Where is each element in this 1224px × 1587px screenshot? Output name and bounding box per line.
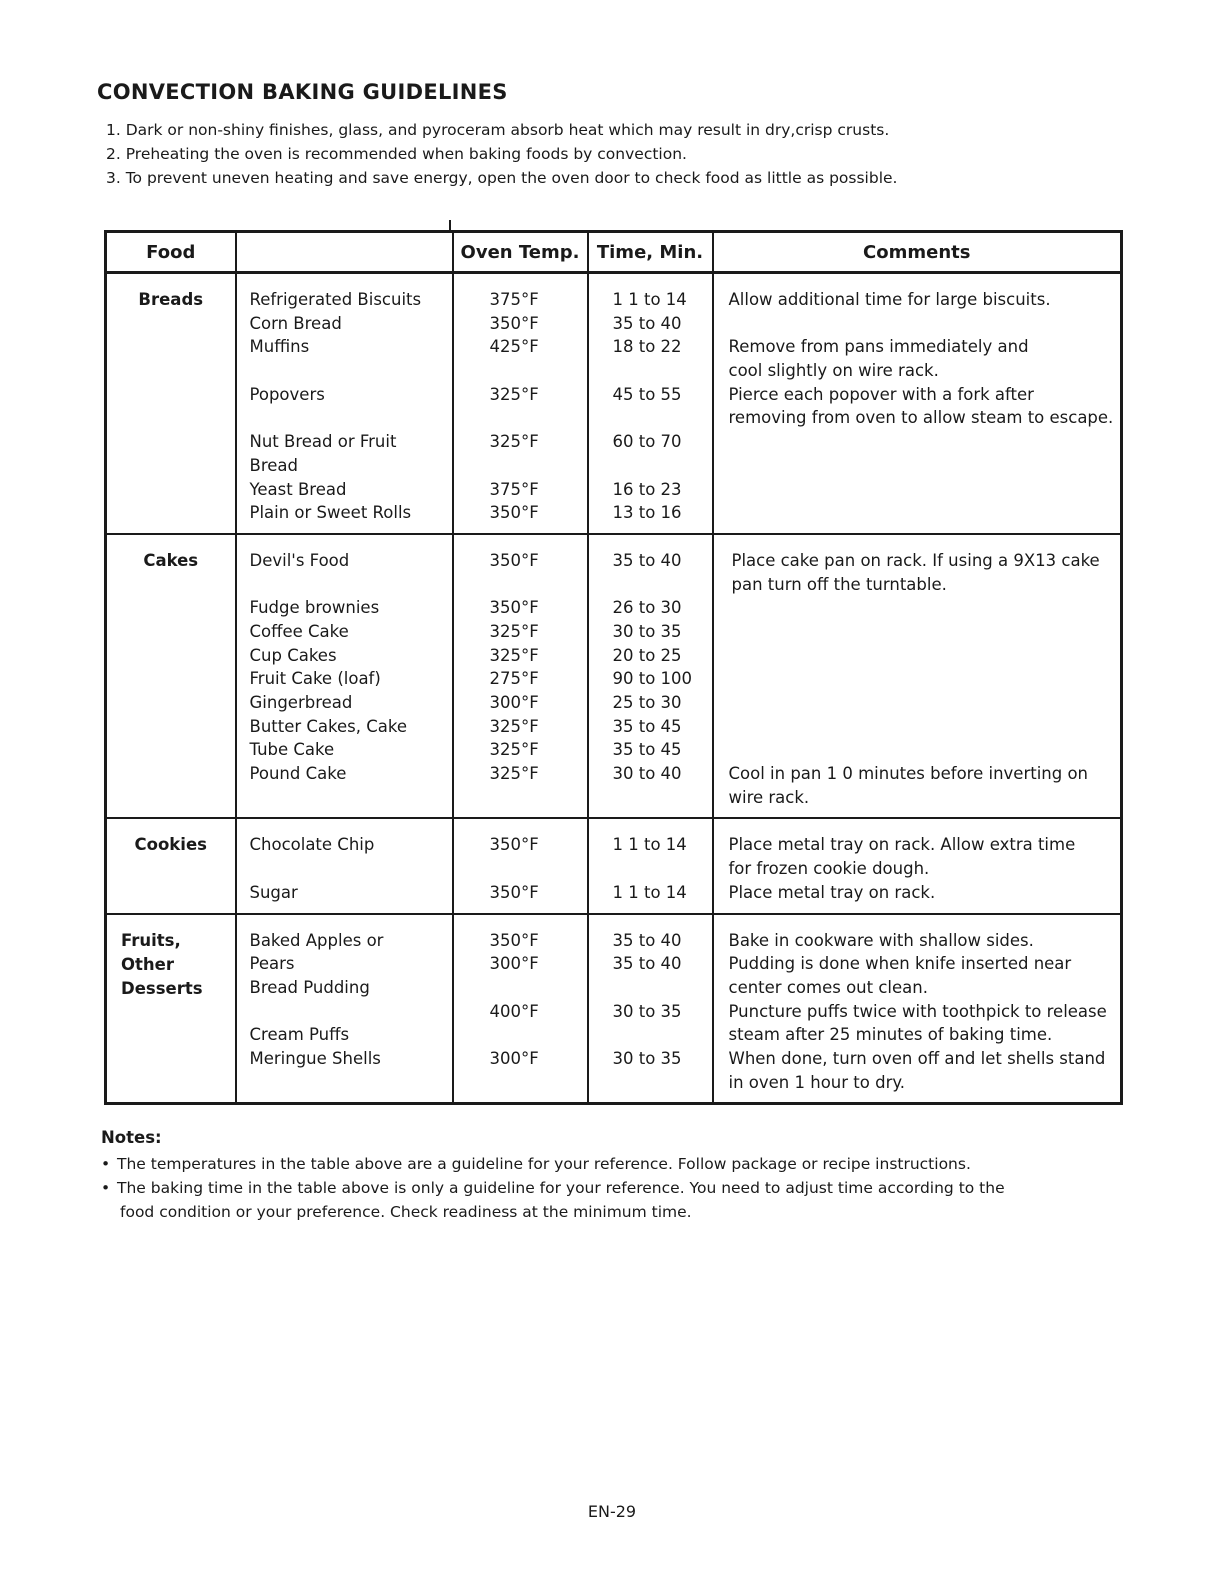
- bake-time-line: [589, 573, 712, 597]
- oven-temp-line: [454, 1071, 587, 1095]
- oven-temp-line: [454, 976, 587, 1000]
- header-item: [236, 232, 453, 273]
- oven-temp-line: 350°F: [489, 930, 539, 950]
- bake-time-line: 90 to 100: [612, 669, 693, 689]
- food-item-cell: [236, 273, 453, 534]
- comment-line: Place metal tray on rack.: [728, 882, 936, 902]
- comment-line: [714, 501, 1121, 525]
- comment-cell: [713, 534, 1122, 819]
- food-item-line: [237, 406, 452, 430]
- food-item-line: Popovers: [249, 384, 325, 404]
- comment-line: Allow additional time for large biscuits.: [728, 290, 1051, 309]
- comment-line: Cool in pan 1 0 minutes before inverting on: [728, 764, 1089, 784]
- comment-line: in oven 1 hour to dry.: [728, 1072, 906, 1092]
- bake-time-line: [589, 786, 712, 810]
- food-item-line: Pound Cake: [249, 764, 347, 784]
- baking-table: [104, 230, 1123, 1105]
- comment-line: pan turn off the turntable.: [731, 574, 947, 594]
- category-cell: [106, 273, 236, 534]
- category-label: Fruits, Other: [121, 930, 181, 974]
- bake-time-line: 16 to 23: [612, 479, 682, 499]
- bake-time-cell: [588, 273, 713, 534]
- comment-line: [714, 596, 1121, 620]
- food-item-line: Butter Cakes, Cake: [249, 716, 407, 736]
- food-item-line: [237, 1000, 452, 1024]
- bake-time-line: 26 to 30: [612, 598, 682, 618]
- comment-cell: [713, 914, 1122, 1104]
- bake-time-line: 30 to 35: [612, 1048, 682, 1068]
- food-item-line: Refrigerated Biscuits: [249, 290, 422, 309]
- comment-line: Remove from pans immediately and: [728, 337, 1029, 357]
- comment-line: [714, 667, 1121, 691]
- bake-time-line: 35 to 40: [612, 313, 682, 333]
- food-item-line: [237, 1071, 452, 1095]
- comment-line: Puncture puffs twice with toothpick to release: [728, 1001, 1107, 1021]
- oven-temp-line: 350°F: [489, 882, 539, 902]
- food-item-line: Gingerbread: [249, 693, 353, 712]
- comment-line: [714, 691, 1121, 715]
- comment-line: Bake in cookware with shallow sides.: [728, 930, 1034, 950]
- food-item-line: Yeast Bread: [249, 479, 347, 499]
- bake-time-cell: [588, 914, 713, 1104]
- note-item-continuation: food condition or your preference. Check readiness at the minimum time.: [120, 1203, 692, 1221]
- bake-time-line: 35 to 40: [612, 930, 682, 950]
- notes-list: [101, 1152, 1005, 1224]
- category-cell: [106, 818, 236, 913]
- oven-temp-cell: [453, 534, 588, 819]
- bake-time-line: 35 to 45: [612, 716, 682, 736]
- comment-line: center comes out clean.: [728, 977, 928, 997]
- table-header-row: [106, 232, 1122, 273]
- food-item-line: Nut Bread or Fruit: [249, 432, 397, 452]
- table-row: [106, 273, 1122, 534]
- oven-temp-line: 350°F: [489, 598, 539, 618]
- bake-time-line: 1 1 to 14: [612, 290, 687, 309]
- bake-time-cell: [588, 818, 713, 913]
- food-item-line: Meringue Shells: [249, 1048, 381, 1068]
- guidelines-list: [106, 118, 897, 190]
- category-cell: [106, 534, 236, 819]
- comment-line: [714, 620, 1121, 644]
- comment-cell: [713, 818, 1122, 913]
- bullet: •: [101, 1179, 111, 1197]
- category-label: Cakes: [143, 550, 199, 570]
- oven-temp-cell: [453, 273, 588, 534]
- oven-temp-line: [454, 454, 587, 478]
- oven-temp-line: 425°F: [489, 337, 539, 357]
- food-item-line: [237, 857, 452, 881]
- bake-time-line: 35 to 40: [612, 550, 682, 570]
- note-item: [101, 1152, 1005, 1176]
- oven-temp-line: 350°F: [489, 835, 539, 855]
- bake-time-line: 1 1 to 14: [612, 882, 687, 902]
- oven-temp-cell: [453, 818, 588, 913]
- food-item-line: Bread Pudding: [249, 977, 370, 997]
- oven-temp-line: 275°F: [489, 669, 539, 689]
- bake-time-line: 30 to 40: [612, 764, 682, 784]
- bake-time-line: 60 to 70: [612, 432, 682, 452]
- comment-line: Place metal tray on rack. Allow extra time: [728, 835, 1076, 855]
- comment-line: [714, 478, 1121, 502]
- oven-temp-line: 300°F: [489, 1048, 539, 1068]
- oven-temp-line: 325°F: [489, 384, 539, 404]
- oven-temp-line: 300°F: [489, 954, 539, 974]
- food-item-line: Cream Puffs: [249, 1025, 350, 1045]
- table-row: [106, 818, 1122, 913]
- food-item-line: Baked Apples or: [249, 930, 384, 950]
- table-row: [106, 914, 1122, 1104]
- oven-temp-line: 325°F: [489, 764, 539, 784]
- bake-time-line: [589, 976, 712, 1000]
- food-item-line: [237, 359, 452, 383]
- guideline-item: 3. To prevent uneven heating and save energy, open the oven door to check food as little as possible.: [106, 169, 898, 187]
- oven-temp-line: 375°F: [489, 479, 539, 499]
- note-item: [101, 1176, 1005, 1200]
- oven-temp-line: 375°F: [489, 290, 539, 309]
- bake-time-line: 35 to 40: [612, 954, 682, 974]
- food-item-line: Pears: [249, 954, 295, 974]
- bullet: •: [101, 1155, 111, 1173]
- bake-time-line: 30 to 35: [612, 621, 682, 641]
- oven-temp-line: [454, 857, 587, 881]
- notes-title: Notes:: [101, 1128, 162, 1147]
- page-title: CONVECTION BAKING GUIDELINES: [97, 80, 508, 104]
- food-item-cell: [236, 914, 453, 1104]
- header-food: Food: [106, 232, 236, 273]
- oven-temp-line: [454, 406, 587, 430]
- guideline-item: 2. Preheating the oven is recommended when baking foods by convection.: [106, 145, 687, 163]
- guideline-item: 1. Dark or non-shiny finishes, glass, and pyroceram absorb heat which may result in dry,crisp crusts.: [106, 121, 890, 139]
- comment-line: Place cake pan on rack. If using a 9X13 cake: [731, 550, 1100, 570]
- oven-temp-line: 350°F: [489, 313, 539, 333]
- bake-time-line: 18 to 22: [612, 337, 682, 357]
- bake-time-line: 35 to 45: [612, 740, 682, 760]
- bake-time-line: 45 to 55: [612, 384, 682, 404]
- oven-temp-line: [454, 573, 587, 597]
- food-item-line: Devil's Food: [249, 550, 350, 570]
- oven-temp-line: [454, 786, 587, 810]
- food-item-line: [237, 573, 452, 597]
- comment-line: removing from oven to allow steam to escape.: [728, 408, 1114, 428]
- bake-time-line: [589, 359, 712, 383]
- bake-time-line: 1 1 to 14: [612, 835, 687, 855]
- header-time: Time, Min.: [588, 232, 713, 273]
- oven-temp-line: 325°F: [489, 740, 539, 760]
- comment-line: [714, 738, 1121, 762]
- note-text: The temperatures in the table above are a guideline for your reference. Follow package or recipe instructions.: [117, 1155, 971, 1173]
- note-text: The baking time in the table above is only a guideline for your reference. You need to adjust time according to the: [117, 1179, 1005, 1197]
- bake-time-line: 20 to 25: [612, 645, 682, 665]
- food-item-line: Plain or Sweet Rolls: [249, 503, 412, 523]
- food-item-cell: [236, 818, 453, 913]
- comment-line: for frozen cookie dough.: [728, 859, 930, 879]
- bake-time-cell: [588, 534, 713, 819]
- table-row: [106, 534, 1122, 819]
- comment-line: [714, 430, 1121, 454]
- oven-temp-line: 300°F: [489, 693, 539, 712]
- food-item-line: Muffins: [249, 337, 310, 357]
- oven-temp-line: 325°F: [489, 645, 539, 665]
- header-oven-temp: Oven Temp.: [453, 232, 588, 273]
- oven-temp-line: 325°F: [489, 716, 539, 736]
- bake-time-line: [589, 406, 712, 430]
- food-item-line: Sugar: [249, 882, 298, 902]
- category-label: Cookies: [134, 835, 207, 855]
- oven-temp-line: 400°F: [489, 1001, 539, 1021]
- bake-time-line: [589, 454, 712, 478]
- oven-temp-line: 350°F: [489, 503, 539, 523]
- oven-temp-line: 325°F: [489, 432, 539, 452]
- comment-cell: [713, 273, 1122, 534]
- bake-time-line: [589, 1023, 712, 1047]
- food-item-line: Corn Bread: [249, 313, 342, 333]
- oven-temp-line: [454, 359, 587, 383]
- food-item-line: Coffee Cake: [249, 621, 349, 641]
- food-item-cell: [236, 534, 453, 819]
- comment-line: Pudding is done when knife inserted near: [728, 954, 1072, 974]
- oven-temp-line: 350°F: [489, 550, 539, 570]
- bake-time-line: 25 to 30: [612, 693, 682, 712]
- comment-line: cool slightly on wire rack.: [728, 361, 939, 381]
- food-item-line: Chocolate Chip: [249, 835, 375, 855]
- comment-line: [714, 715, 1121, 739]
- comment-line: [714, 454, 1121, 478]
- comment-line: wire rack.: [728, 787, 810, 807]
- comment-line: [714, 644, 1121, 668]
- food-item-line: Tube Cake: [249, 740, 335, 760]
- category-label: Breads: [138, 290, 204, 309]
- oven-temp-line: [454, 1023, 587, 1047]
- food-item-line: [237, 786, 452, 810]
- comment-line: steam after 25 minutes of baking time.: [728, 1025, 1053, 1045]
- oven-temp-line: 325°F: [489, 621, 539, 641]
- comment-line: When done, turn oven off and let shells stand: [728, 1048, 1106, 1068]
- category-cell: [106, 914, 236, 1104]
- food-item-line: Fudge brownies: [249, 598, 380, 618]
- category-label: Desserts: [121, 978, 203, 998]
- page-number: EN-29: [587, 1502, 637, 1521]
- bake-time-line: [589, 857, 712, 881]
- food-item-line: Bread: [249, 455, 298, 475]
- comment-line: [714, 312, 1121, 336]
- bake-time-line: 30 to 35: [612, 1001, 682, 1021]
- food-item-line: Cup Cakes: [249, 645, 337, 665]
- header-comments: Comments: [713, 232, 1122, 273]
- comment-line: Pierce each popover with a fork after: [728, 384, 1034, 404]
- food-item-line: Fruit Cake (loaf): [249, 669, 381, 689]
- bake-time-line: [589, 1071, 712, 1095]
- oven-temp-cell: [453, 914, 588, 1104]
- bake-time-line: 13 to 16: [612, 503, 682, 523]
